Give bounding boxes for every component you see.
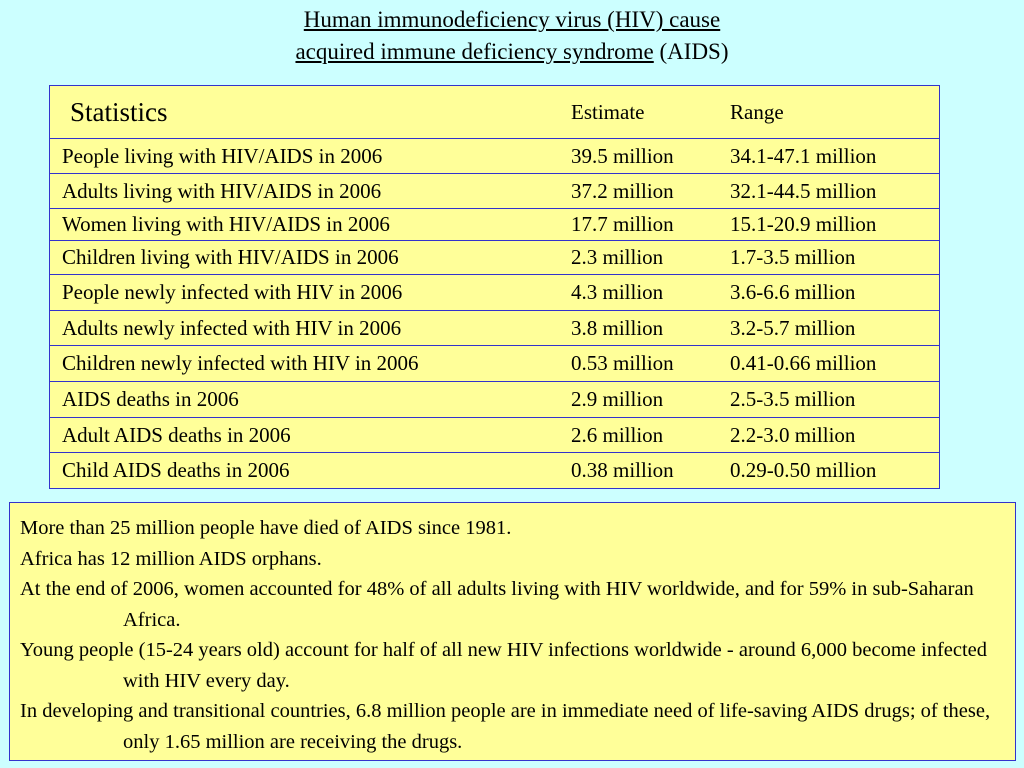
row-range: 2.2-3.0 million <box>730 422 856 447</box>
table-row <box>50 382 939 418</box>
table-row <box>50 209 939 241</box>
note-item: Africa has 12 million AIDS orphans. <box>20 547 322 570</box>
row-range: 15.1-20.9 million <box>730 212 877 236</box>
row-label: People living with HIV/AIDS in 2006 <box>62 143 383 168</box>
row-label: AIDS deaths in 2006 <box>62 387 239 411</box>
row-range: 1.7-3.5 million <box>730 245 856 269</box>
table-row <box>50 418 939 453</box>
header-range: Range <box>730 99 784 124</box>
table-row <box>50 453 939 487</box>
notes-box <box>9 502 1016 761</box>
row-label: Adult AIDS deaths in 2006 <box>62 422 291 447</box>
row-range: 0.41-0.66 million <box>730 351 877 375</box>
statistics-table <box>49 85 940 489</box>
header-estimate: Estimate <box>571 99 645 124</box>
note-item: Young people (15-24 years old) account for half of all new HIV infections worldwide - around 6,000 become infected with HIV every day. <box>20 639 988 692</box>
table-row <box>50 311 939 346</box>
row-range: 3.6-6.6 million <box>730 280 856 304</box>
row-estimate: 3.8 million <box>571 315 664 340</box>
note-item: In developing and transitional countries, 6.8 million people are in immediate need of life-saving AIDS drugs; of these, only 1.65 million are receiving the drugs. <box>20 700 991 753</box>
title-line-1-text: Human immunodeficiency virus (HIV) cause <box>303 7 721 32</box>
row-label: Women living with HIV/AIDS in 2006 <box>62 212 390 236</box>
row-estimate: 2.6 million <box>571 422 664 447</box>
page-title <box>0 4 1024 68</box>
note-item: At the end of 2006, women accounted for 48% of all adults living with HIV worldwide, and for 59% in sub-Saharan Africa. <box>20 578 974 631</box>
row-estimate: 0.53 million <box>571 351 674 375</box>
row-estimate: 2.9 million <box>571 387 664 411</box>
header-statistics: Statistics <box>70 96 168 127</box>
row-label: People newly infected with HIV in 2006 <box>62 280 403 304</box>
row-label: Children newly infected with HIV in 2006 <box>62 351 419 375</box>
table-row <box>50 139 939 174</box>
row-range: 2.5-3.5 million <box>730 387 856 411</box>
row-estimate: 0.38 million <box>571 457 674 482</box>
title-line-2-underlined: acquired immune deficiency syndrome <box>295 39 654 64</box>
row-label: Children living with HIV/AIDS in 2006 <box>62 245 399 269</box>
title-line-1 <box>0 4 1024 36</box>
row-label: Adults newly infected with HIV in 2006 <box>62 315 402 340</box>
table-row <box>50 346 939 382</box>
note-item: More than 25 million people have died of AIDS since 1981. <box>20 517 512 539</box>
row-estimate: 37.2 million <box>571 178 674 203</box>
row-range: 32.1-44.5 million <box>730 178 877 203</box>
table-row <box>50 241 939 275</box>
row-estimate: 2.3 million <box>571 245 664 269</box>
table-row <box>50 275 939 311</box>
row-range: 34.1-47.1 million <box>730 143 877 168</box>
row-label: Child AIDS deaths in 2006 <box>62 457 290 482</box>
table-row <box>50 174 939 209</box>
title-line-2 <box>0 36 1024 68</box>
row-range: 3.2-5.7 million <box>730 315 856 340</box>
row-estimate: 17.7 million <box>571 212 674 236</box>
table-header-row <box>50 86 939 139</box>
row-range: 0.29-0.50 million <box>730 457 877 482</box>
row-estimate: 39.5 million <box>571 143 674 168</box>
row-estimate: 4.3 million <box>571 280 664 304</box>
row-label: Adults living with HIV/AIDS in 2006 <box>62 178 382 203</box>
title-line-2-suffix: (AIDS) <box>653 39 729 64</box>
